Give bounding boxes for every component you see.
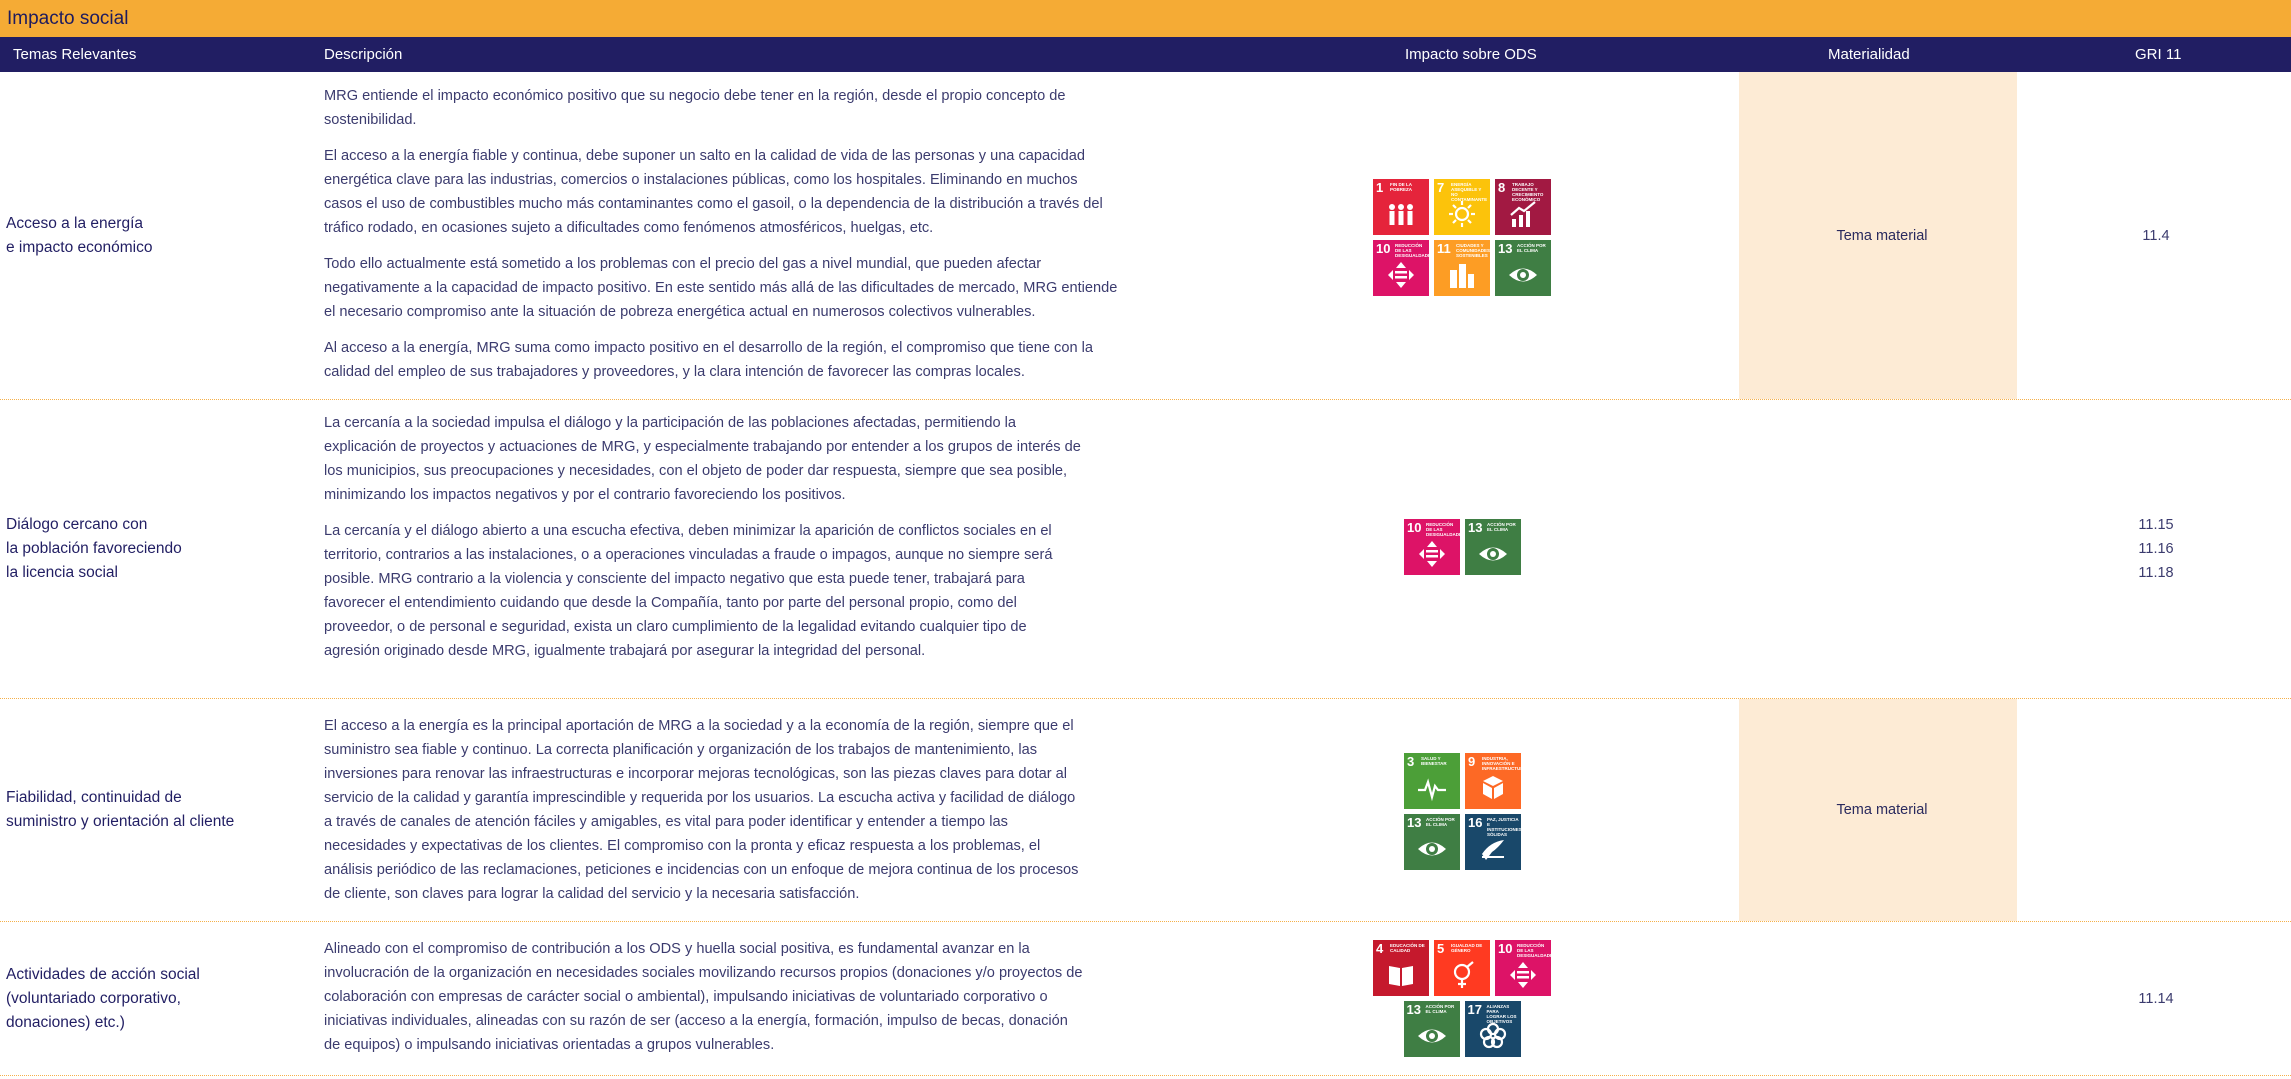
ods-number: 10 [1407,520,1422,535]
ods-number: 3 [1407,754,1415,769]
ods-row [1373,179,1551,235]
ods-label: REDUCCIÓN DE LAS DESIGUALDADES [1426,522,1466,537]
ods-number: 5 [1437,941,1445,956]
gri-values [2017,224,2291,248]
table-row [0,699,2291,921]
ods-label: TRABAJO DECENTE Y CRECIMIENTO ECONÓMICO [1512,182,1544,202]
ods-grid [1404,519,1521,575]
gri-values [2017,987,2291,1011]
ods-4-tile [1373,940,1429,996]
ods-label: CIUDADES Y COMUNIDADES SOSTENIBLES [1456,243,1491,258]
gri-code: 11.14 [2138,990,2174,1007]
ods-number: 1 [1376,180,1384,195]
ods-label: REDUCCIÓN DE LAS DESIGUALDADES [1517,943,1557,958]
tema-relevante: Fiabilidad, continuidad de suministro y orientación al cliente [6,789,235,830]
ods-10-tile [1404,519,1466,575]
row-divider [0,1075,2291,1076]
ods-row [1404,814,1521,870]
ods-label: INDUSTRIA, INNOVACIÓN E INFRAESTRUCTURA [1482,756,1527,771]
ods-number: 13 [1406,1002,1421,1017]
ods-grid [1373,940,1557,1057]
descripcion-parrafo: Al acceso a la energía, MRG suma como impacto positivo en el desarrollo de la región, el compromiso que tiene con la calidad del empleo de sus trabajadores y proveedores, y la clara intención de favorecer las compras locales. [324,340,1093,380]
ods-label: REDUCCIÓN DE LAS DESIGUALDADES [1395,243,1435,258]
tema-relevante: Actividades de acción social (voluntariado corporativo, donaciones) etc.) [6,965,200,1031]
ods-number: 8 [1498,180,1506,195]
table-row [0,400,2291,698]
tema-relevante: Acceso a la energía e impacto económico [6,214,153,256]
ods-1-tile [1373,179,1429,235]
ods-10-tile [1373,240,1435,296]
header-descripcion: Descripción [324,46,403,63]
gri-code: 11.4 [2142,227,2170,244]
header-gri: GRI 11 [2135,46,2182,63]
ods-number: 17 [1467,1002,1482,1017]
ods-11-tile [1434,240,1490,296]
ods-13-tile [1495,240,1551,296]
ods-number: 7 [1437,180,1445,195]
ods-number: 9 [1468,754,1476,769]
ods-9-tile [1465,753,1527,809]
ods-8-tile [1495,179,1551,235]
gri-code: 11.16 [2138,541,2174,557]
ods-5-tile [1434,940,1490,996]
ods-row [1373,1001,1551,1057]
ods-grid [1373,179,1551,296]
ods-number: 13 [1498,241,1513,256]
descripcion [324,937,1086,1069]
section-title-bar [0,0,2291,37]
gri-code: 11.15 [2138,517,2174,533]
ods-label: SALUD Y BIENESTAR [1421,756,1447,766]
table-row [0,72,2291,399]
gri-code: 11.18 [2138,565,2174,581]
ods-row [1404,753,1527,809]
ods-label: ALIANZAS PARA LOGRAR LOS OBJETIVOS [1486,1004,1517,1024]
header-materialidad: Materialidad [1828,46,1910,63]
header-ods: Impacto sobre ODS [1405,46,1537,63]
ods-17-tile [1465,1001,1521,1057]
descripcion-parrafo: El acceso a la energía fiable y continua, debe suponer un salto en la calidad de vida de las personas y una capacidad energética clave para las industrias, comercios o instalaciones públicas, como los hospitales. Eliminando en muchos casos el uso de combustibles mucho más contaminantes como el gasoil, o la dependencia de la distribución a través del tráfico rodado, en ocasiones sujeto a dificultades como fenómenos atmosféricos, huelgas, etc. [324,148,1103,236]
ods-label: EDUCACIÓN DE CALIDAD [1390,943,1425,953]
table-row [0,922,2291,1075]
ods-7-tile [1434,179,1490,235]
ods-row [1404,519,1521,575]
ods-number: 4 [1376,941,1384,956]
ods-label: IGUALDAD DE GÉNERO [1451,943,1483,953]
table-header [0,37,2291,72]
ods-label: FIN DE LA POBREZA [1390,182,1413,192]
descripcion-parrafo: Alineado con el compromiso de contribución a los ODS y huella social positiva, es fundamental avanzar en la involucración de la organización en necesidades sociales movilizando recursos propios (donaciones y/o proyectos de colaboración con empresas de carácter social o ambiental), impulsando iniciativas de voluntariado corporativo o iniciativas individuales, alineadas con su razón de ser (acceso a la energía, formación, impulso de becas, donación de equipos) o impulsando iniciativas orientadas a grupos vulnerables. [324,941,1083,1053]
materialidad-value: Tema material [1836,227,1928,244]
descripcion-parrafo: El acceso a la energía es la principal aportación de MRG a la sociedad y a la economía de la región, siempre que el suministro sea fiable y continuo. La correcta planificación y organización de los trabajos de mantenimiento, las inversiones para renovar las infraestructuras e incorporar mejoras tecnológicas, son las piezas claves para dotar al servicio de la calidad y garantía imprescindible y requerida por los usuarios. La escucha activa y facilidad de diálogo a través de canales de atención fáciles y amigables, es vital para poder identificar y entender a tiempo las necesidades y expectativas de los clientes. El compromiso con la pronta y eficaz respuesta a los problemas, el análisis periódico de las reclamaciones, peticiones e incidencias con un enfoque de mejora continua de los procesos de cliente, son claves para lograr la calidad del servicio y la necesaria satisfacción. [324,718,1079,902]
ods-number: 11 [1437,241,1451,256]
ods-number: 16 [1468,815,1483,830]
ods-13-tile [1404,814,1460,870]
ods-16-tile [1465,814,1521,870]
ods-label: PAZ, JUSTICIA E INSTITUCIONES SÓLIDAS [1487,817,1522,837]
ods-3-tile [1404,753,1460,809]
tema-relevante: Diálogo cercano con la población favoreciendo la licencia social [6,516,182,581]
descripcion-parrafo: MRG entiende el impacto económico positivo que su negocio debe tener en la región, desde el propio concepto de sostenibilidad. [324,88,1066,128]
descripcion-parrafo: Todo ello actualmente está sometido a los problemas con el precio del gas a nivel mundial, que pueden afectar negativamente a la capacidad de impacto positivo. En este sentido más allá de las dificultades de mercado, MRG entiende el necesario compromiso ante la situación de pobreza energética actual en numerosos colectivos vulnerables. [324,256,1118,320]
ods-label: ENERGÍA ASEQUIBLE Y NO CONTAMINANTE [1451,182,1488,202]
ods-number: 13 [1407,815,1422,830]
ods-label: ACCIÓN POR EL CLIMA [1425,1004,1455,1014]
ods-10-tile [1495,940,1557,996]
ods-number: 10 [1498,941,1513,956]
ods-grid [1404,753,1527,870]
materialidad-value: Tema material [1836,802,1928,818]
section-title: Impacto social [7,7,129,29]
descripcion [324,714,1086,918]
descripcion [324,84,1119,396]
descripcion-parrafo: La cercanía a la sociedad impulsa el diálogo y la participación de las poblaciones afectadas, permitiendo la explicación de proyectos y actuaciones de MRG, y especialmente trabajando por entender a los grupos de interés de los municipios, sus preocupaciones y necesidades, con el objeto de poder dar respuesta, siempre que sea posible, minimizando los impactos negativos y por el contrario favoreciendo los positivos. [324,415,1081,503]
ods-number: 10 [1376,241,1391,256]
ods-label: ACCIÓN POR EL CLIMA [1517,243,1546,253]
ods-number: 13 [1468,520,1483,535]
descripcion [324,411,1086,675]
ods-13-tile [1404,1001,1460,1057]
ods-13-tile [1465,519,1521,575]
ods-label: ACCIÓN POR EL CLIMA [1487,522,1516,532]
header-temas: Temas Relevantes [13,46,137,63]
ods-row [1373,240,1551,296]
gri-values [2017,513,2291,585]
descripcion-parrafo: La cercanía y el diálogo abierto a una escucha efectiva, deben minimizar la aparición de conflictos sociales en el territorio, contrarios a las instalaciones, o a operaciones vinculadas a fraude o impagos, aunque no siempre será posible. MRG contrario a la violencia y consciente del impacto negativo que esta puede tener, trabajará para favorecer el entendimiento cuidando que desde la Compañía, tanto por parte del personal propio, como del proveedor, o de personal e seguridad, exista un claro cumplimiento de la legalidad evitando cualquier tipo de agresión originado desde MRG, igualmente trabajará por asegurar la integridad del personal. [324,523,1053,659]
ods-label: ACCIÓN POR EL CLIMA [1426,817,1455,827]
ods-row [1373,940,1557,996]
